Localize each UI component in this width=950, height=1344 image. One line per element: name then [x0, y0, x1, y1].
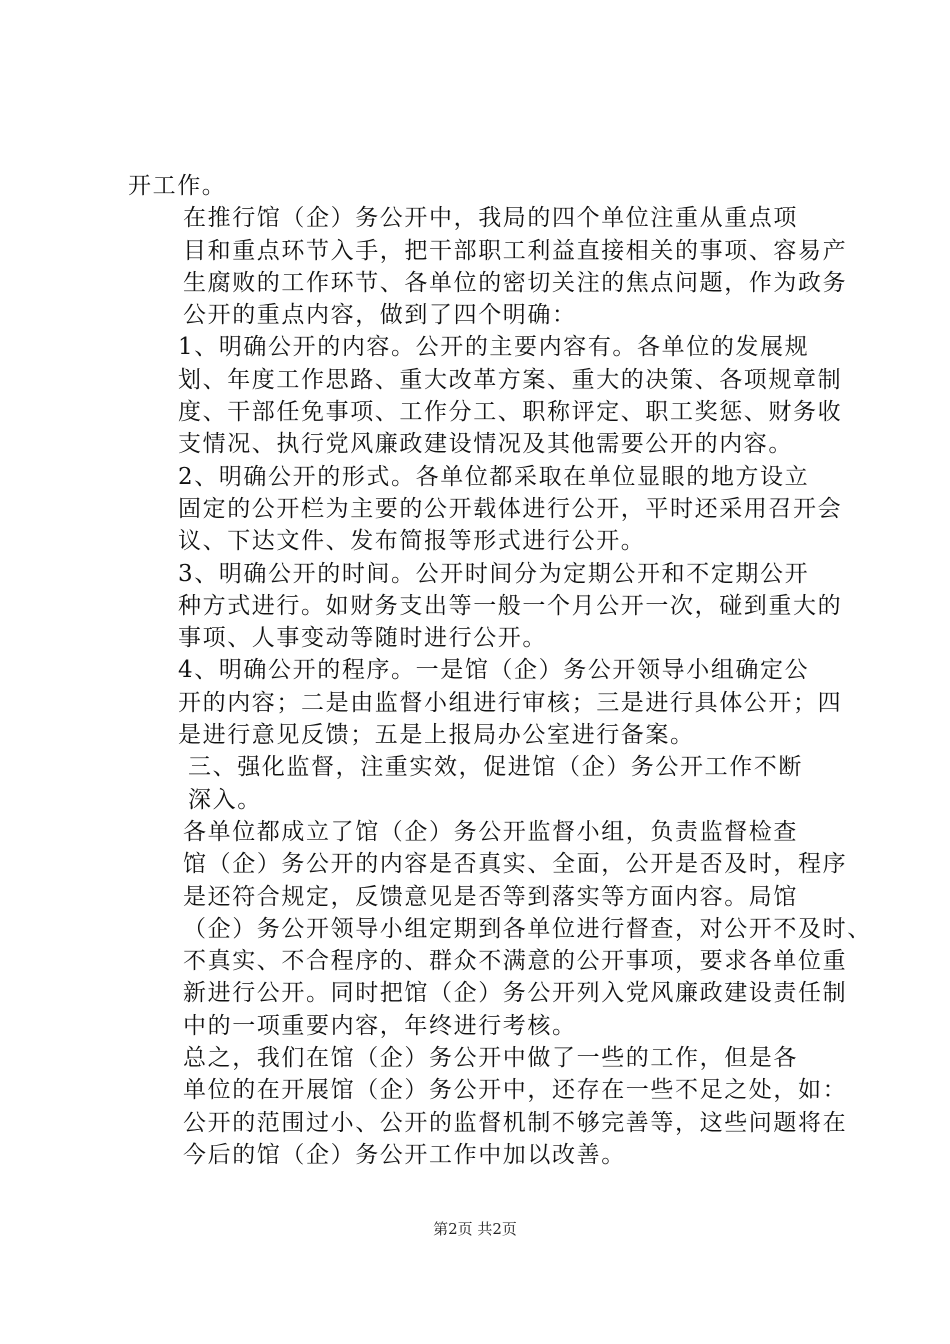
paragraph-p8: [128, 1042, 848, 1171]
text-line: 深入。: [188, 786, 262, 813]
text-line: 目和重点环节入手，把干部职工利益直接相关的事项、容易产: [183, 237, 848, 264]
page-footer: [0, 1218, 950, 1239]
paragraph-p4: [128, 558, 843, 655]
paragraph-p6: [128, 751, 834, 816]
paragraph-p7: [128, 816, 872, 1042]
page-number-label: 第2页 共2页: [433, 1220, 517, 1238]
text-line: 开工作。: [128, 173, 227, 199]
text-line: 公开的重点内容，做到了四个明确：: [183, 302, 577, 329]
text-line: 4、明确公开的程序。一是馆（企）务公开领导小组确定公: [178, 657, 810, 684]
paragraph-p0: [128, 170, 834, 202]
text-line: 议、下达文件、发布简报等形式进行公开。: [178, 528, 646, 555]
text-line: 开的内容；二是由监督小组进行审核；三是进行具体公开；四: [178, 689, 843, 716]
text-line: 是进行意见反馈；五是上报局办公室进行备案。: [178, 722, 695, 749]
text-line: 划、年度工作思路、重大改革方案、重大的决策、各项规章制: [178, 366, 843, 393]
text-line: 是还符合规定，反馈意见是否等到落实等方面内容。局馆: [183, 883, 798, 910]
text-line: 支情况、执行党风廉政建设情况及其他需要公开的内容。: [178, 431, 793, 458]
text-line: 馆（企）务公开的内容是否真实、全面，公开是否及时，程序: [183, 851, 848, 878]
paragraph-p5: [128, 654, 843, 751]
text-line: （企）务公开领导小组定期到各单位进行督查，对公开不及时、: [183, 915, 872, 942]
text-line: 度、干部任免事项、工作分工、职称评定、职工奖惩、财务收: [178, 399, 843, 426]
text-line: 固定的公开栏为主要的公开载体进行公开，平时还采用召开会: [178, 495, 843, 522]
paragraph-p2: [128, 331, 843, 460]
text-line: 今后的馆（企）务公开工作中加以改善。: [183, 1141, 626, 1168]
text-line: 总之，我们在馆（企）务公开中做了一些的工作，但是各: [183, 1045, 798, 1072]
text-line: 公开的范围过小、公开的监督机制不够完善等，这些问题将在: [183, 1109, 848, 1136]
text-line: 1、明确公开的内容。公开的主要内容有。各单位的发展规: [178, 334, 810, 361]
paragraph-p1: [128, 202, 848, 331]
text-line: 事项、人事变动等随时进行公开。: [178, 625, 547, 652]
text-line: 新进行公开。同时把馆（企）务公开列入党风廉政建设责任制: [183, 980, 848, 1007]
text-line: 2、明确公开的形式。各单位都采取在单位显眼的地方设立: [178, 463, 810, 490]
paragraph-p3: [128, 461, 843, 558]
text-line: 三、强化监督，注重实效，促进馆（企）务公开工作不断: [188, 754, 803, 781]
text-line: 各单位都成立了馆（企）务公开监督小组，负责监督检查: [183, 818, 798, 845]
text-line: 3、明确公开的时间。公开时间分为定期公开和不定期公开: [178, 560, 810, 587]
text-line: 生腐败的工作环节、各单位的密切关注的焦点问题，作为政务: [183, 269, 848, 296]
text-line: 种方式进行。如财务支出等一般一个月公开一次，碰到重大的: [178, 592, 843, 619]
text-line: 不真实、不合程序的、群众不满意的公开事项，要求各单位重: [183, 948, 848, 975]
text-line: 单位的在开展馆（企）务公开中，还存在一些不足之处，如：: [183, 1077, 848, 1104]
text-line: 在推行馆（企）务公开中，我局的四个单位注重从重点项: [183, 205, 798, 232]
document-body: [128, 170, 872, 1171]
text-line: 中的一项重要内容，年终进行考核。: [183, 1012, 577, 1039]
